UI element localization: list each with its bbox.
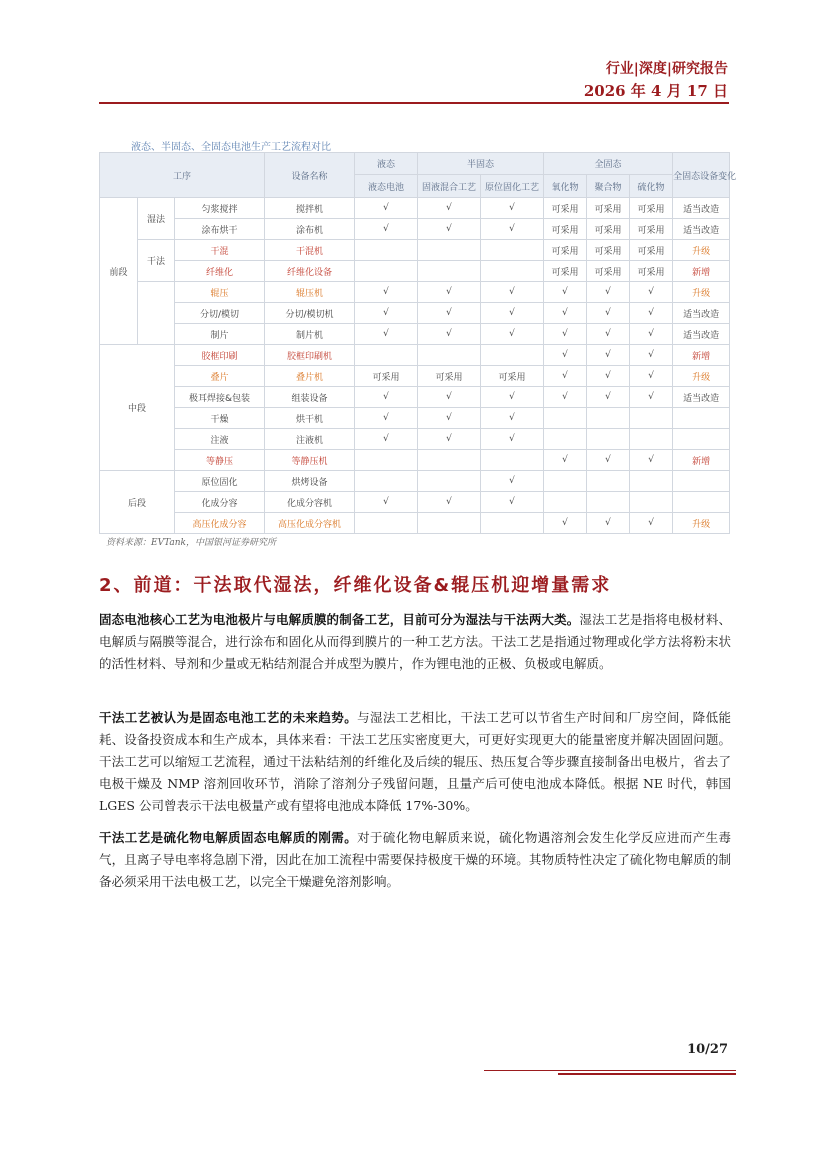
cell-sulfide: √ (630, 324, 673, 345)
cell-oxide: √ (544, 366, 587, 387)
cell-polymer: √ (587, 282, 630, 303)
table-row (100, 366, 730, 387)
table-row (100, 450, 730, 471)
cell-oxide (544, 429, 587, 450)
cell-semi-insitu: √ (481, 303, 544, 324)
cell-semi-mix: 可采用 (418, 366, 481, 387)
paragraph-2-lead: 干法工艺被认为是固态电池工艺的未来趋势。 (99, 710, 358, 725)
cell-change (673, 471, 730, 492)
table-row (100, 303, 730, 324)
paragraph-3-lead: 干法工艺是硫化物电解质固态电解质的刚需。 (99, 830, 358, 845)
table-row (100, 198, 730, 219)
cell-semi-insitu: √ (481, 471, 544, 492)
cell-equipment: 制片机 (265, 324, 355, 345)
table-row (100, 345, 730, 366)
stage-middle: 中段 (100, 345, 175, 471)
paragraph-2 (99, 707, 731, 817)
cell-liquid: √ (355, 324, 418, 345)
cell-sulfide: √ (630, 303, 673, 324)
footer-rule-thick (558, 1073, 736, 1075)
cell-liquid (355, 513, 418, 534)
table-row (100, 282, 730, 303)
cell-equipment: 搅拌机 (265, 198, 355, 219)
cell-sulfide: √ (630, 366, 673, 387)
cell-polymer: √ (587, 450, 630, 471)
cell-equipment: 高压化成分容机 (265, 513, 355, 534)
cell-change: 升级 (673, 282, 730, 303)
table-row (100, 471, 730, 492)
cell-oxide: 可采用 (544, 219, 587, 240)
cell-liquid (355, 345, 418, 366)
cell-process: 辊压 (175, 282, 265, 303)
section-title: 2、前道：干法取代湿法，纤维化设备&辊压机迎增量需求 (99, 575, 612, 596)
cell-semi-insitu (481, 450, 544, 471)
cell-liquid: √ (355, 303, 418, 324)
cell-change (673, 492, 730, 513)
cell-semi-mix (418, 240, 481, 261)
cell-semi-mix (418, 261, 481, 282)
cell-sulfide (630, 429, 673, 450)
report-date: 2026 年 4 月 17 日 (583, 82, 728, 100)
header-change: 全固态设备变化 (673, 153, 730, 198)
paragraph-1-lead: 固态电池核心工艺为电池极片与电解质膜的制备工艺，目前可分为湿法与干法两大类。 (99, 612, 580, 627)
group-wet: 湿法 (138, 198, 175, 240)
cell-semi-insitu (481, 240, 544, 261)
header-process: 工序 (100, 153, 265, 198)
cell-sulfide (630, 492, 673, 513)
cell-oxide: √ (544, 513, 587, 534)
cell-liquid (355, 261, 418, 282)
cell-sulfide (630, 471, 673, 492)
cell-change: 适当改造 (673, 387, 730, 408)
cell-oxide: √ (544, 282, 587, 303)
cell-process: 分切/模切 (175, 303, 265, 324)
cell-semi-mix: √ (418, 198, 481, 219)
cell-polymer: √ (587, 366, 630, 387)
cell-polymer: √ (587, 303, 630, 324)
cell-polymer: 可采用 (587, 198, 630, 219)
cell-oxide: 可采用 (544, 198, 587, 219)
cell-equipment: 组装设备 (265, 387, 355, 408)
cell-process: 叠片 (175, 366, 265, 387)
cell-change: 升级 (673, 513, 730, 534)
cell-liquid: 可采用 (355, 366, 418, 387)
header-equipment: 设备名称 (265, 153, 355, 198)
cell-semi-mix: √ (418, 492, 481, 513)
cell-process: 干燥 (175, 408, 265, 429)
cell-oxide (544, 408, 587, 429)
cell-process: 涂布烘干 (175, 219, 265, 240)
table-row (100, 429, 730, 450)
cell-equipment: 化成分容机 (265, 492, 355, 513)
cell-oxide: √ (544, 303, 587, 324)
cell-semi-mix: √ (418, 324, 481, 345)
cell-equipment: 叠片机 (265, 366, 355, 387)
cell-semi-mix: √ (418, 429, 481, 450)
report-category: 行业|深度|研究报告 (605, 61, 728, 77)
cell-polymer: 可采用 (587, 219, 630, 240)
header-row-top (100, 153, 730, 175)
cell-process: 注液 (175, 429, 265, 450)
table-row (100, 387, 730, 408)
cell-equipment: 等静压机 (265, 450, 355, 471)
stage-front: 前段 (100, 198, 138, 345)
header-oxide: 氧化物 (544, 175, 587, 198)
cell-sulfide: √ (630, 450, 673, 471)
process-comparison-table (99, 152, 737, 534)
cell-change: 新增 (673, 450, 730, 471)
cell-polymer: √ (587, 387, 630, 408)
cell-liquid: √ (355, 387, 418, 408)
cell-equipment: 纤维化设备 (265, 261, 355, 282)
header-semi: 半固态 (418, 153, 544, 175)
cell-liquid: √ (355, 198, 418, 219)
cell-change: 新增 (673, 261, 730, 282)
cell-change: 适当改造 (673, 324, 730, 345)
cell-semi-insitu: √ (481, 324, 544, 345)
cell-sulfide: √ (630, 345, 673, 366)
table-row (100, 513, 730, 534)
header-sulfide: 硫化物 (630, 175, 673, 198)
cell-process: 干混 (175, 240, 265, 261)
paragraph-3-body: 对于硫化物电解质来说，硫化物遇溶剂会发生化学反应进而产生毒气，且离子导电率将急剧下滑，因此在加工流程中需要保持极度干燥的环境。其物质特性决定了硫化物电解质的制备必须采用干法电极工艺，以完全干燥避免溶剂影响。 (99, 830, 731, 889)
cell-liquid: √ (355, 282, 418, 303)
paragraph-1-body: 湿法工艺是指将电极材料、电解质与隔膜等混合，进行涂布和固化从而得到膜片的一种工艺方法。干法工艺是指通过物理或化学方法将粉末状的活性材料、导剂和少量或无粘结剂混合并成型为膜片，作为锂电池的正极、负极或电解质。 (99, 612, 731, 671)
cell-sulfide (630, 408, 673, 429)
cell-polymer: √ (587, 513, 630, 534)
cell-change: 适当改造 (673, 303, 730, 324)
cell-equipment: 烘干机 (265, 408, 355, 429)
cell-semi-insitu (481, 513, 544, 534)
header-rule (99, 102, 729, 104)
cell-equipment: 辊压机 (265, 282, 355, 303)
cell-liquid (355, 450, 418, 471)
cell-equipment: 胶框印刷机 (265, 345, 355, 366)
cell-semi-mix: √ (418, 387, 481, 408)
cell-semi-mix (418, 471, 481, 492)
cell-equipment: 注液机 (265, 429, 355, 450)
header-semi-mix: 固液混合工艺 (418, 175, 481, 198)
cell-semi-insitu: √ (481, 219, 544, 240)
cell-semi-insitu (481, 345, 544, 366)
cell-sulfide: 可采用 (630, 219, 673, 240)
header-semi-insitu: 原位固化工艺 (481, 175, 544, 198)
cell-semi-insitu (481, 261, 544, 282)
cell-semi-insitu: √ (481, 429, 544, 450)
cell-liquid: √ (355, 429, 418, 450)
cell-process: 化成分容 (175, 492, 265, 513)
cell-polymer (587, 408, 630, 429)
table-row (100, 324, 730, 345)
table-row (100, 408, 730, 429)
header-liquid: 液态 (355, 153, 418, 175)
cell-sulfide: √ (630, 513, 673, 534)
cell-liquid (355, 471, 418, 492)
cell-change: 升级 (673, 240, 730, 261)
cell-semi-insitu: √ (481, 492, 544, 513)
header-polymer: 聚合物 (587, 175, 630, 198)
cell-sulfide: √ (630, 387, 673, 408)
cell-oxide (544, 492, 587, 513)
cell-polymer (587, 492, 630, 513)
cell-sulfide: 可采用 (630, 198, 673, 219)
table-source: 资料来源：EVTank，中国银河证券研究所 (106, 538, 276, 548)
paragraph-1 (99, 609, 731, 675)
cell-oxide: √ (544, 450, 587, 471)
group-dry: 干法 (138, 240, 175, 282)
cell-semi-mix (418, 345, 481, 366)
cell-change: 适当改造 (673, 219, 730, 240)
cell-polymer: 可采用 (587, 240, 630, 261)
cell-polymer: 可采用 (587, 261, 630, 282)
cell-process: 纤维化 (175, 261, 265, 282)
table-row (100, 492, 730, 513)
cell-change: 适当改造 (673, 198, 730, 219)
cell-semi-insitu: √ (481, 282, 544, 303)
cell-liquid: √ (355, 492, 418, 513)
cell-semi-mix (418, 450, 481, 471)
cell-sulfide: √ (630, 282, 673, 303)
cell-liquid: √ (355, 408, 418, 429)
cell-polymer: √ (587, 345, 630, 366)
cell-process: 等静压 (175, 450, 265, 471)
cell-equipment: 分切/模切机 (265, 303, 355, 324)
paragraph-2-body: 与湿法工艺相比，干法工艺可以节省生产时间和厂房空间，降低能耗、设备投资成本和生产成本，具体来看：干法工艺压实密度更大，可更好实现更大的能量密度并解决固固问题。干法工艺可以缩短工艺流程，通过干法粘结剂的纤维化及后续的辊压、热压复合等步骤直接制备出电极片，省去了电极干燥及 NMP 溶剂回收环节，消除了溶剂分子残留问题，且量产后可使电池成本降低。根据 NE 时代，韩国 LGES 公司曾表示干法电极量产或有望将电池成本降低 17%-30%。 (99, 710, 731, 813)
cell-change (673, 408, 730, 429)
cell-liquid: √ (355, 219, 418, 240)
cell-process: 极耳焊接&包装 (175, 387, 265, 408)
cell-semi-insitu: √ (481, 408, 544, 429)
cell-process: 制片 (175, 324, 265, 345)
footer-rule-thin (484, 1070, 736, 1071)
cell-oxide: √ (544, 387, 587, 408)
cell-process: 胶框印刷 (175, 345, 265, 366)
cell-sulfide: 可采用 (630, 240, 673, 261)
table-row (100, 261, 730, 282)
cell-polymer: √ (587, 324, 630, 345)
cell-semi-insitu: 可采用 (481, 366, 544, 387)
cell-semi-mix (418, 513, 481, 534)
cell-semi-insitu: √ (481, 198, 544, 219)
cell-equipment: 烘烤设备 (265, 471, 355, 492)
header-solid: 全固态 (544, 153, 673, 175)
cell-oxide: √ (544, 324, 587, 345)
cell-process: 匀浆搅拌 (175, 198, 265, 219)
header-liquid-battery: 液态电池 (355, 175, 418, 198)
cell-sulfide: 可采用 (630, 261, 673, 282)
cell-oxide: √ (544, 345, 587, 366)
cell-change (673, 429, 730, 450)
cell-semi-mix: √ (418, 282, 481, 303)
cell-process: 高压化成分容 (175, 513, 265, 534)
cell-equipment: 干混机 (265, 240, 355, 261)
cell-semi-mix: √ (418, 408, 481, 429)
cell-polymer (587, 429, 630, 450)
cell-change: 新增 (673, 345, 730, 366)
group-blank (138, 282, 175, 345)
table-row (100, 219, 730, 240)
cell-equipment: 涂布机 (265, 219, 355, 240)
table-row (100, 240, 730, 261)
cell-semi-mix: √ (418, 303, 481, 324)
cell-oxide: 可采用 (544, 261, 587, 282)
paragraph-3 (99, 827, 731, 893)
page-number: 10/27 (687, 1042, 728, 1057)
cell-semi-mix: √ (418, 219, 481, 240)
stage-back: 后段 (100, 471, 175, 534)
cell-change: 升级 (673, 366, 730, 387)
cell-process: 原位固化 (175, 471, 265, 492)
cell-oxide (544, 471, 587, 492)
cell-liquid (355, 240, 418, 261)
cell-polymer (587, 471, 630, 492)
cell-semi-insitu: √ (481, 387, 544, 408)
cell-oxide: 可采用 (544, 240, 587, 261)
table-caption: 液态、半固态、全固态电池生产工艺流程对比 (131, 142, 331, 153)
